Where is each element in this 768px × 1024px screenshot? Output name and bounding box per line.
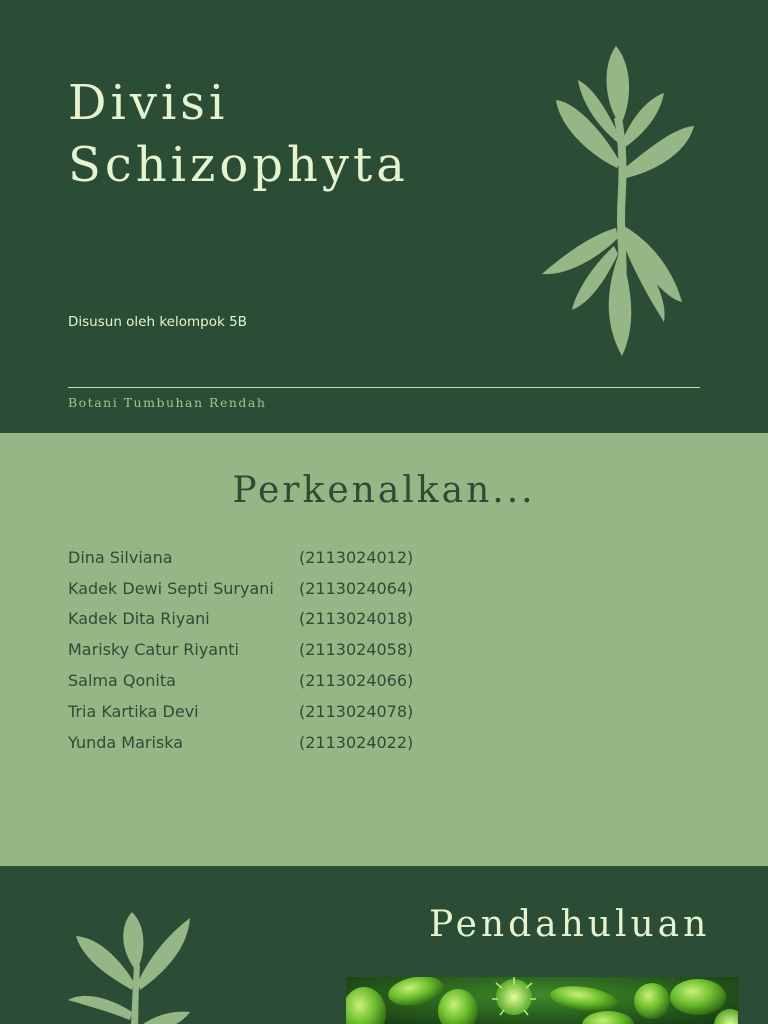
list-item bbox=[68, 665, 413, 696]
member-name: Tria Kartika Devi bbox=[68, 701, 199, 721]
title-line-1: Divisi bbox=[68, 75, 229, 131]
course-label: Botani Tumbuhan Rendah bbox=[68, 395, 267, 410]
intro-slide bbox=[0, 866, 768, 1024]
member-name: Marisky Catur Riyanti bbox=[68, 640, 239, 660]
member-id: (2113024078) bbox=[299, 701, 414, 721]
member-id: (2113024018) bbox=[299, 609, 414, 629]
members-slide bbox=[0, 433, 768, 866]
list-item bbox=[68, 604, 413, 635]
plant-leaf-icon bbox=[536, 40, 702, 362]
member-id: (2113024066) bbox=[299, 671, 414, 691]
intro-title: Pendahuluan bbox=[429, 904, 711, 945]
member-id: (2113024012) bbox=[299, 547, 414, 567]
member-name: Kadek Dita Riyani bbox=[68, 609, 210, 629]
member-name: Dina Silviana bbox=[68, 547, 173, 567]
member-name: Kadek Dewi Septi Suryani bbox=[68, 578, 274, 598]
list-item bbox=[68, 727, 413, 758]
list-item bbox=[68, 696, 413, 727]
member-id: (2113024022) bbox=[299, 732, 414, 752]
member-id: (2113024064) bbox=[299, 578, 414, 598]
title-slide bbox=[0, 0, 768, 433]
plant-sprout-icon bbox=[62, 908, 198, 1024]
author-subtitle: Disusun oleh kelompok 5B bbox=[68, 314, 247, 330]
member-list bbox=[68, 542, 413, 758]
divider-line bbox=[68, 387, 700, 388]
member-id: (2113024058) bbox=[299, 640, 414, 660]
list-item bbox=[68, 634, 413, 665]
member-name: Salma Qonita bbox=[68, 671, 176, 691]
presentation-title bbox=[68, 72, 528, 196]
bacteria-image bbox=[346, 977, 738, 1024]
list-item bbox=[68, 542, 413, 573]
title-line-2: Schizophyta bbox=[68, 137, 409, 193]
member-name: Yunda Mariska bbox=[68, 732, 184, 752]
members-title: Perkenalkan... bbox=[232, 470, 536, 511]
list-item bbox=[68, 573, 413, 604]
